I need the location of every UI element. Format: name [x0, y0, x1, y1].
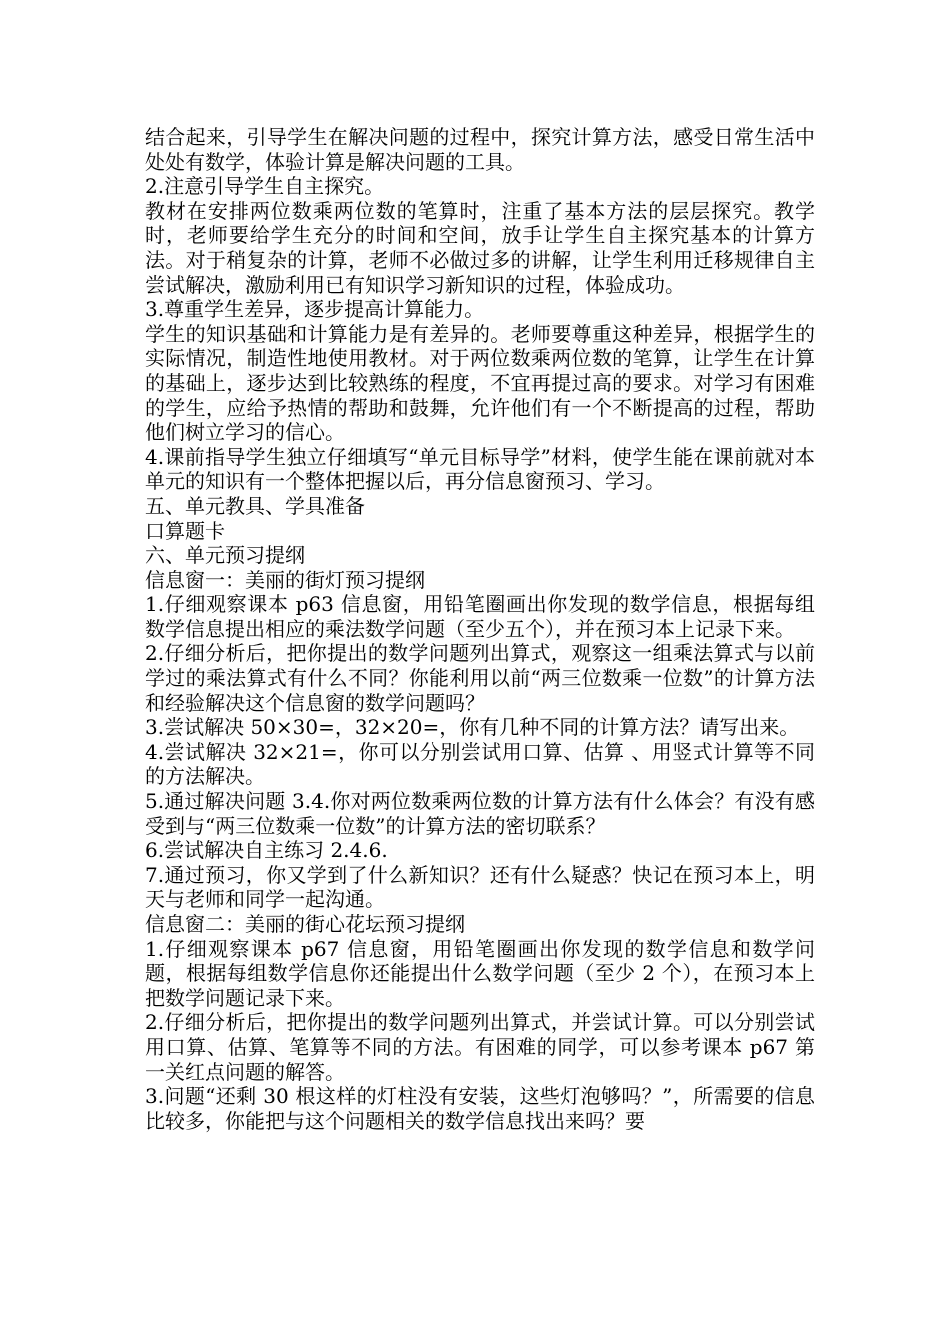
paragraph-point-3: 学生的知识基础和计算能力是有差异的。老师要尊重这种差异，根据学生的实际情况，制造性地使用教材。对于两位数乘两位数的笔算，让学生在计算的基础上，逐步达到比较熟练的程度，不宜再提过高的要求。对学习有困难的学生，应给予热情的帮助和鼓舞，允许他们有一个不断提高的过程，帮助他们树立学习的信心。 [145, 321, 815, 445]
list-item: 4.尝试解决 32×21=，你可以分别尝试用口算、估算 、用竖式计算等不同的方法解决。 [145, 739, 815, 789]
document-body [145, 125, 815, 1133]
list-item: 3.问题“还剩 30 根这样的灯柱没有安装，这些灯泡够吗？”，所需要的信息比较多，你能把与这个问题相关的数学信息找出来吗？要 [145, 1084, 815, 1133]
section-heading-5: 五、单元教具、学具准备 [145, 493, 365, 518]
paragraph-point-4: 4.课前指导学生独立仔细填写“单元目标导学”材料，使学生能在课前就对本单元的知识有一个整体把握以后，再分信息窗预习、学习。 [145, 444, 815, 494]
paragraph-point-2: 教材在安排两位数乘两位数的笔算时，注重了基本方法的层层探究。教学时，老师要给学生充分的时间和空间，放手让学生自主探究基本的计算方法。对于稍复杂的计算，老师不必做过多的讲解，让学生利用迁移规律自主尝试解决，激励利用已有知识学习新知识的过程，体验成功。 [145, 198, 815, 297]
list-item: 5.通过解决问题 3.4.你对两位数乘两位数的计算方法有什么体会？有没有感受到与“两三位数乘一位数”的计算方法的密切联系？ [145, 789, 815, 838]
section-heading-6: 六、单元预习提纲 [145, 543, 305, 568]
list-item: 7.通过预习，你又学到了什么新知识？还有什么疑惑？快记在预习本上，明天与老师和同学一起沟通。 [145, 862, 815, 912]
list-item: 2.仔细分析后，把你提出的数学问题列出算式，并尝试计算。可以分别尝试用口算、估算、笔算等不同的方法。有困难的同学，可以参考课本 p67 第一关红点问题的解答。 [145, 1010, 815, 1084]
list-item: 1.仔细观察课本 p63 信息窗，用铅笔圈画出你发现的数学信息，根据每组数学信息提出相应的乘法数学问题（至少五个），并在预习本上记录下来。 [145, 592, 815, 641]
subheading-window-1: 信息窗一：美丽的街灯预习提纲 [145, 567, 425, 592]
paragraph-intro-continuation: 结合起来，引导学生在解决问题的过程中，探究计算方法，感受日常生活中处处有数学，体验计算是解决问题的工具。 [145, 125, 815, 174]
heading-point-2: 2.注意引导学生自主探究。 [145, 174, 385, 199]
list-item: 6.尝试解决自主练习 2.4.6. [145, 838, 388, 863]
list-item: 3.尝试解决 50×30=，32×20=，你有几种不同的计算方法？请写出来。 [145, 715, 800, 740]
heading-point-3: 3.尊重学生差异，逐步提高计算能力。 [145, 297, 485, 322]
paragraph-materials: 口算题卡 [145, 518, 225, 543]
list-item: 1.仔细观察课本 p67 信息窗，用铅笔圈画出你发现的数学信息和数学问题，根据每组数学信息你还能提出什么数学问题（至少 2 个），在预习本上把数学问题记录下来。 [145, 936, 815, 1010]
list-item: 2.仔细分析后，把你提出的数学问题列出算式，观察这一组乘法算式与以前学过的乘法算式有什么不同？你能利用以前“两三位数乘一位数”的计算方法和经验解决这个信息窗的数学问题吗？ [145, 641, 815, 715]
subheading-window-2: 信息窗二：美丽的街心花坛预习提纲 [145, 912, 465, 936]
